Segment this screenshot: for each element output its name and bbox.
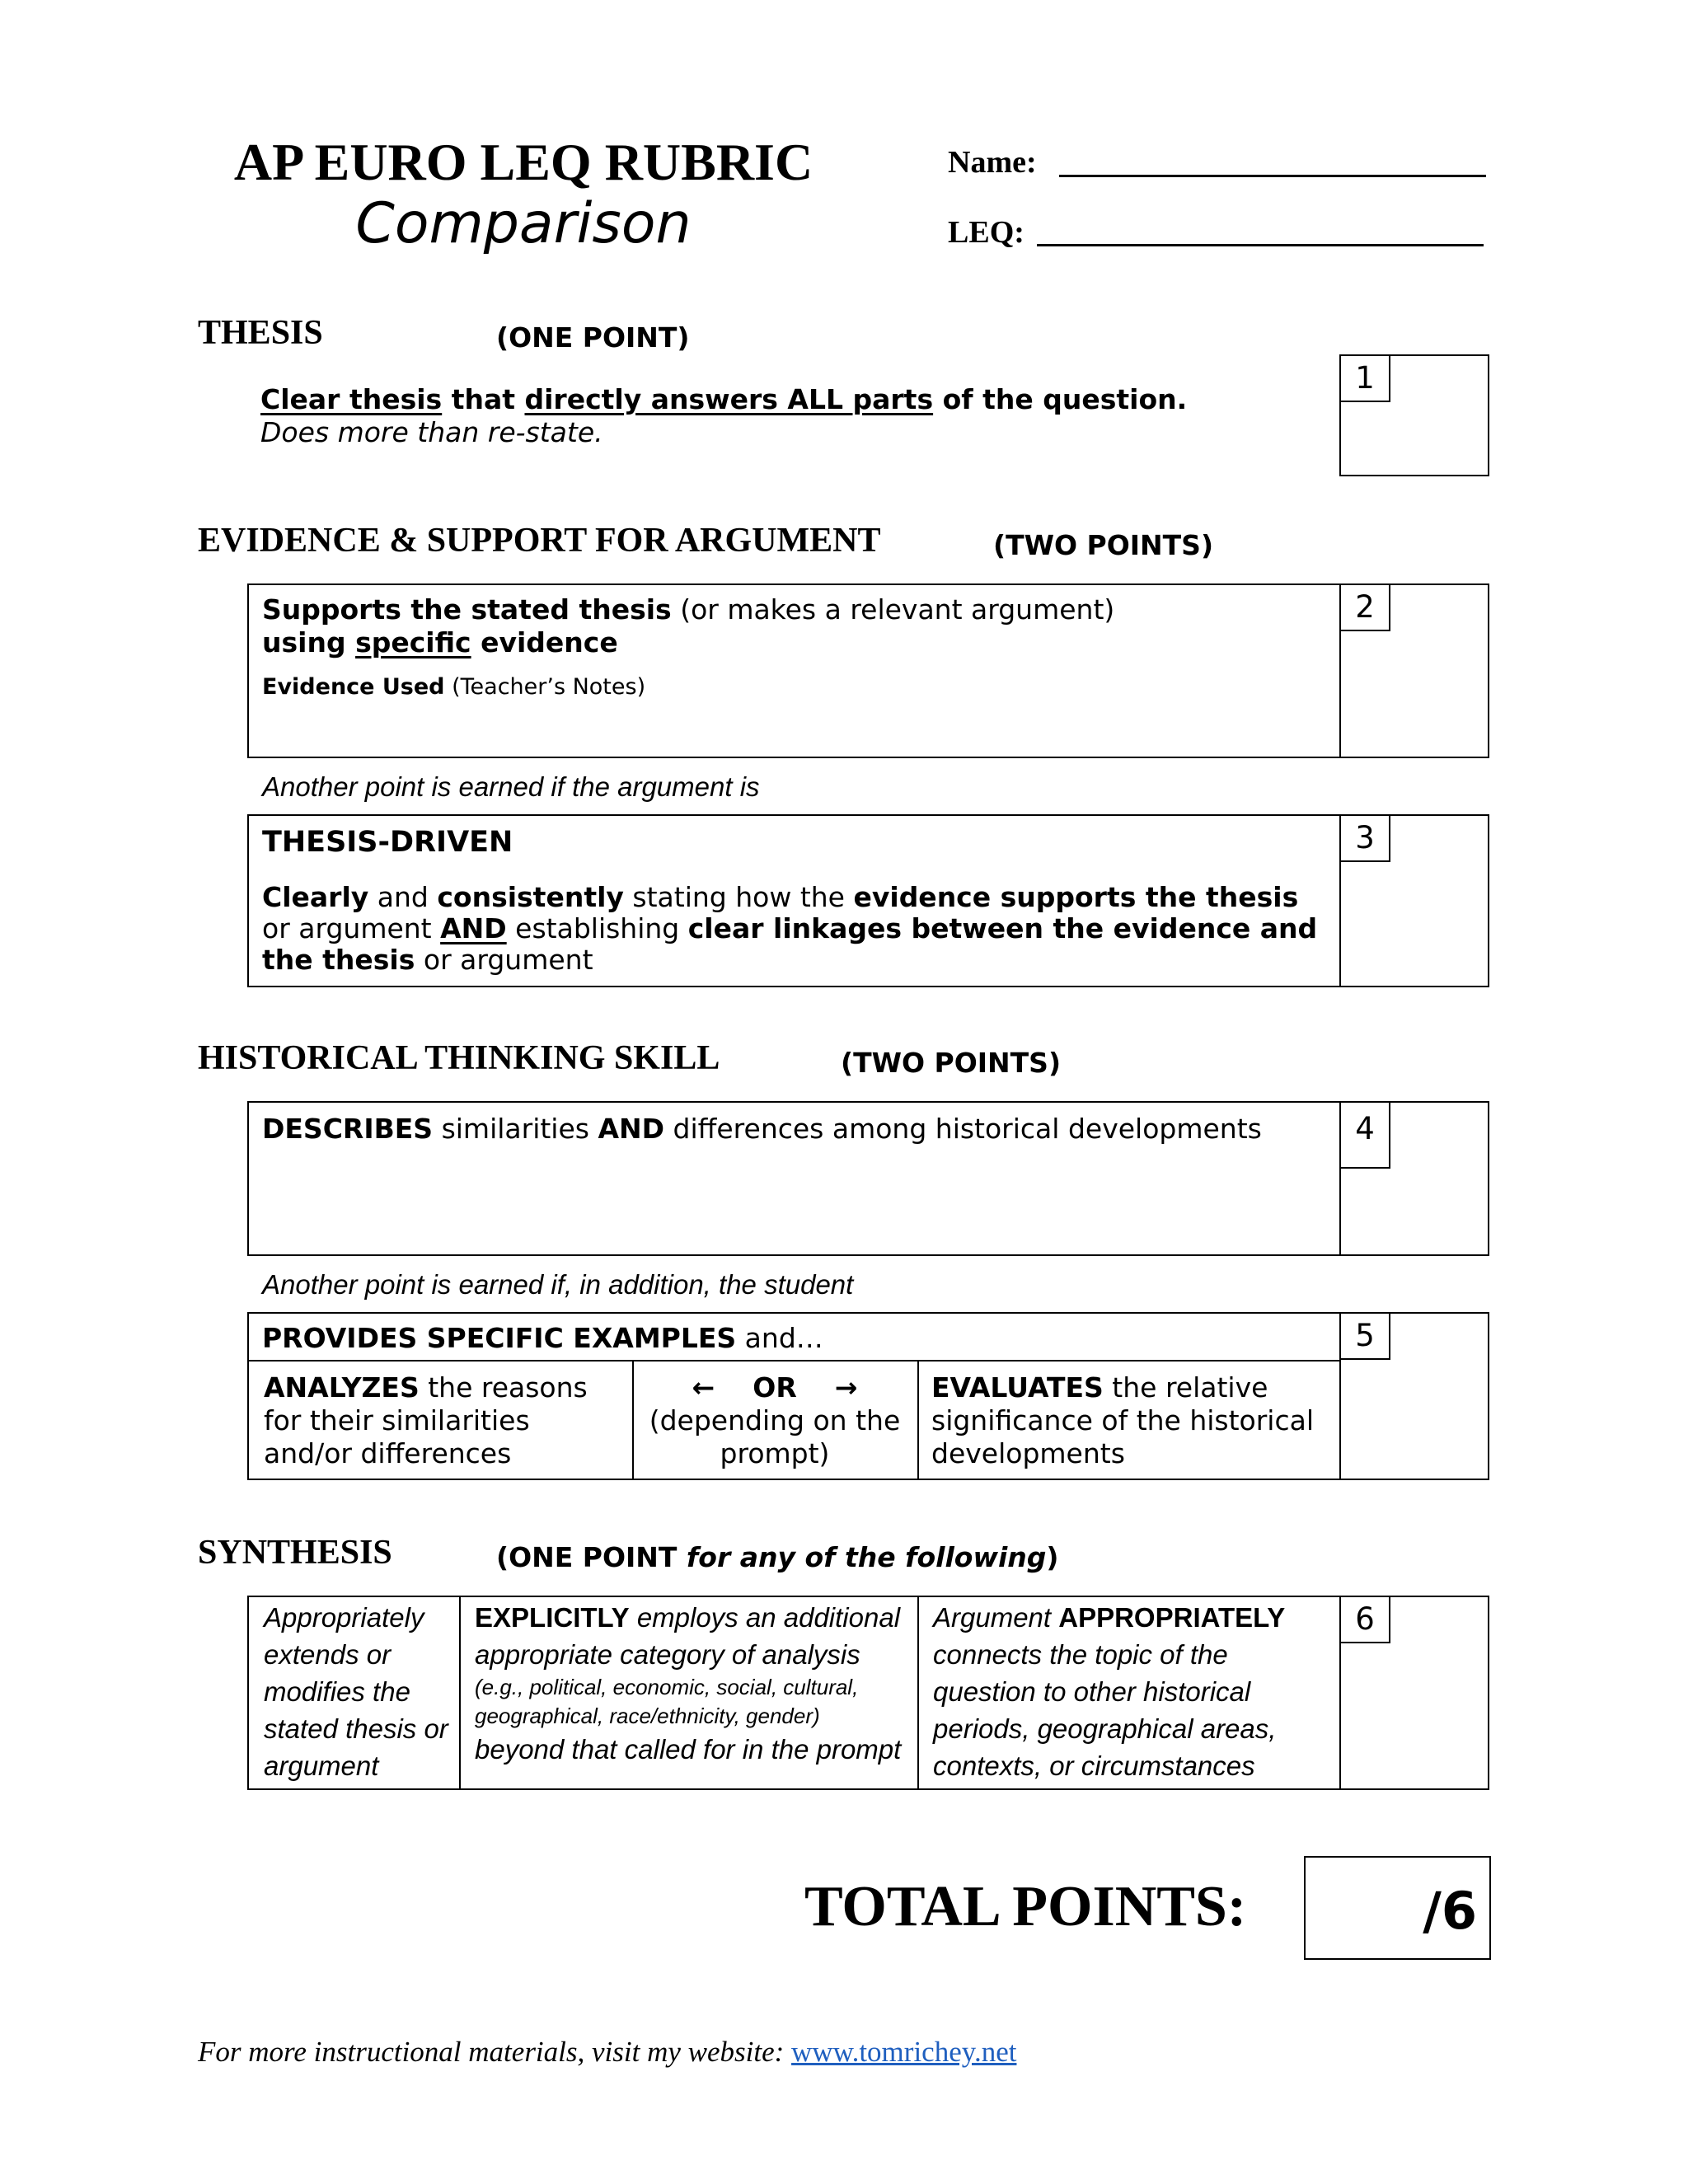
thesis-points: (ONE POINT)	[496, 321, 690, 354]
or-cell: ← OR → (depending on the prompt)	[649, 1371, 901, 1469]
name-label: Name:	[948, 145, 1037, 180]
score-number-2: 2	[1341, 585, 1390, 631]
synthesis-points: (ONE POINT for any of the following)	[496, 1541, 1059, 1573]
skill-points: (TWO POINTS)	[841, 1047, 1062, 1079]
footer-note: For more instructional materials, visit my website: www.tomrichey.net	[198, 2036, 1017, 2068]
extends-thesis-cell: Appropriately extends or modifies the stated thesis or argument	[264, 1602, 448, 1781]
evidence-points: (TWO POINTS)	[993, 529, 1214, 561]
skill-another-note: Another point is earned if, in addition, the student	[262, 1269, 854, 1300]
score-number-6: 6	[1341, 1597, 1390, 1643]
total-points-value: /6	[1423, 1881, 1477, 1941]
evidence-criterion: Supports the stated thesis (or makes a relevant argument) using specific evidence	[262, 593, 1115, 658]
website-link[interactable]: www.tomrichey.net	[791, 2036, 1017, 2068]
thesis-driven-title: THESIS-DRIVEN	[262, 826, 513, 859]
score-number-3: 3	[1341, 816, 1390, 862]
total-points-label: TOTAL POINTS:	[804, 1875, 1247, 1938]
skill-heading: HISTORICAL THINKING SKILL	[198, 1039, 720, 1077]
synthesis-heading: SYNTHESIS	[198, 1534, 392, 1572]
evidence-another-note: Another point is earned if the argument is	[262, 771, 760, 802]
examples-title: PROVIDES SPECIFIC EXAMPLES and…	[262, 1322, 823, 1354]
leq-field[interactable]	[1037, 244, 1484, 246]
score-number-1: 1	[1341, 356, 1390, 402]
page-title: AP EURO LEQ RUBRIC	[233, 133, 814, 191]
describes-criterion: DESCRIBES similarities AND differences among historical developments	[262, 1113, 1262, 1145]
connects-topic-cell: Argument APPROPRIATELY connects the topic of the question to other historical periods, geographical areas, contexts, or circumstances	[933, 1602, 1286, 1781]
evidence-heading: EVIDENCE & SUPPORT FOR ARGUMENT	[198, 522, 881, 560]
leq-label: LEQ:	[948, 215, 1025, 250]
score-number-5: 5	[1341, 1314, 1390, 1360]
thesis-criterion: Clear thesis that directly answers ALL parts of the question. Does more than re-state.	[260, 383, 1188, 448]
thesis-driven-criterion: Clearly and consistently stating how the evidence supports the thesis or argument AND establishing clear linkages between the evidence and the thesis or argument	[262, 881, 1318, 976]
analyzes-cell: ANALYZES the reasons for their similarities and/or differences	[264, 1371, 588, 1469]
category-analysis-cell: EXPLICITLY employs an additional appropriate category of analysis (e.g., political, economic, social, cultural, geographical, race/ethnicity, gender) beyond that called for in the prompt	[475, 1602, 902, 1765]
name-field[interactable]	[1059, 175, 1486, 177]
left-arrow-icon: ←	[692, 1371, 715, 1404]
right-arrow-icon: →	[834, 1371, 858, 1404]
score-number-4: 4	[1341, 1103, 1390, 1169]
evidence-notes: Evidence Used (Teacher’s Notes)	[262, 674, 646, 700]
thesis-heading: THESIS	[198, 314, 323, 352]
page-subtitle: Comparison	[355, 191, 692, 256]
evaluates-cell: EVALUATES the relative significance of the historical developments	[931, 1371, 1315, 1469]
